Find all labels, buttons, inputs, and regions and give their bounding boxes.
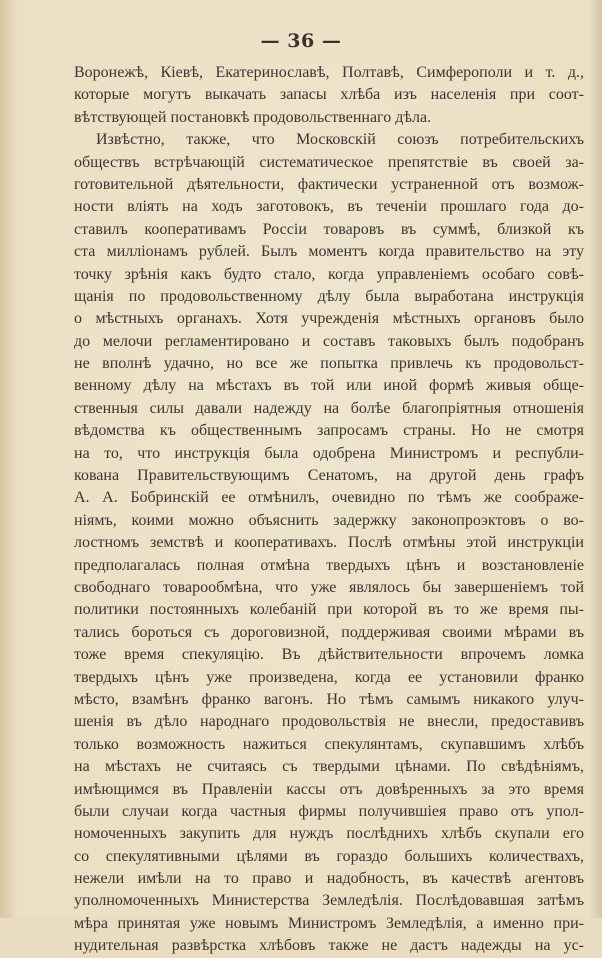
text-line: нежели имѣли на то право и надобность, въ качествѣ агентовъ (74, 870, 584, 888)
text-line: предполагалась полная отмѣна твердыхъ цѣнъ и возстановленіе (74, 556, 584, 574)
text-line: на то, что инструкція была одобрена Министромъ и республи- (74, 444, 584, 462)
text-line: щанія по продовольственному дѣлу была выработана инструкція (74, 287, 584, 305)
text-line: шенія въ дѣло народнаго продовольствія не внесли, предоставивъ (74, 713, 584, 731)
text-line: со спекулятивными цѣлями въ гораздо большихъ количествахъ, (74, 847, 584, 865)
text-line: до мелочи регламентировано и составъ таковыхъ былъ подобранъ (74, 332, 584, 350)
text-line: ности вліять на ходъ заготовокъ, въ теченіи прошлаго года до- (74, 198, 584, 216)
text-line: вѣдомства къ общественнымъ запросамъ страны. Но не смотря (74, 422, 584, 440)
text-line: кована Правительствующимъ Сенатомъ, на другой день графъ (74, 467, 584, 485)
text-line: тались бороться съ дороговизной, поддерживая своими мѣрами въ (74, 623, 584, 641)
paragraph (74, 129, 584, 957)
text-line: свободнаго товарообмѣна, что уже являлось бы завершеніемъ той (74, 578, 584, 596)
text-line: ніямъ, коими можно объяснить задержку законопроэктовъ о во- (74, 511, 584, 529)
text-line: ставилъ кооперативамъ Россіи товаровъ въ суммѣ, близкой къ (74, 220, 584, 238)
text-line: Воронежѣ, Кіевѣ, Екатеринославѣ, Полтавѣ, Симферополи и т. д., (74, 64, 584, 81)
text-line: ста милліонамъ рублей. Былъ моментъ когда правительство на эту (74, 243, 584, 261)
text-line: которые могутъ выкачать запасы хлѣба изъ населенія при соот- (74, 86, 584, 104)
text-line: уполномоченныхъ Министерства Земледѣлія. Послѣдовавшая затѣмъ (74, 892, 584, 910)
text-line: Извѣстно, также, что Московскій союзъ потребительскихъ (96, 131, 584, 149)
text-line: тоже время спекуляцію. Въ дѣйствительности впрочемъ ломка (74, 646, 584, 664)
text-line: мѣсто, взамѣнъ франко вагонъ. Но тѣмъ самымъ никакого улуч- (74, 690, 584, 708)
text-line: лостномъ земствѣ и кооперативахъ. Послѣ отмѣны этой инструкціи (74, 534, 584, 552)
text-line: ственныя силы давали надежду на болѣе благопріятныя отношенія (74, 399, 584, 417)
page-number: — 36 — (260, 30, 342, 52)
text-line: обществъ встрѣчающій систематическое препятствіе въ своей за- (74, 153, 584, 171)
text-line: не вполнѣ удачно, но все же попытка привлечь къ продовольст- (74, 355, 584, 373)
text-line: точку зрѣнія какъ будто стало, когда управленіемъ особаго совѣ- (74, 265, 584, 283)
text-line: венному дѣлу на мѣстахъ въ той или иной формѣ живыя обще- (74, 377, 584, 395)
text-line: готовительной дѣятельности, фактически устраненной отъ возмож- (74, 175, 584, 193)
text-line: А. А. Бобринскій ее отмѣнилъ, очевидно по тѣмъ же соображе- (74, 489, 584, 507)
body-text (74, 62, 584, 958)
text-line: были случаи когда частныя фирмы получившіея право отъ упол- (74, 802, 584, 820)
text-line: о мѣстныхъ органахъ. Хотя учрежденія мѣстныхъ органовъ было (74, 310, 584, 328)
text-line: твердыхъ цѣнъ уже произведена, когда ее установили франко (74, 668, 584, 686)
text-line: номоченныхъ закупить для нуждъ послѣднихъ хлѣбъ скупали его (74, 825, 584, 843)
text-line: на мѣстахъ не считаясь съ твердыми цѣнами. По свѣдѣніямъ, (74, 758, 584, 776)
text-line: мѣра принятая уже новымъ Министромъ Земледѣлія, а именно при- (74, 914, 584, 932)
paragraph (74, 62, 584, 129)
text-line: вѣтствующей постановкѣ продовольственнаго дѣла. (74, 108, 432, 126)
text-line: нудительная развѣрстка хлѣбовъ также не дастъ надежды на ус- (74, 937, 584, 955)
text-line: только возможность нажиться спекулянтамъ, скупавшимъ хлѣбъ (74, 735, 584, 753)
text-line: политики постоянныхъ колебаній при которой въ то же время пы- (74, 601, 584, 619)
text-line: имѣющимся въ Правленіи кассы отъ довѣренныхъ за это время (74, 780, 584, 798)
